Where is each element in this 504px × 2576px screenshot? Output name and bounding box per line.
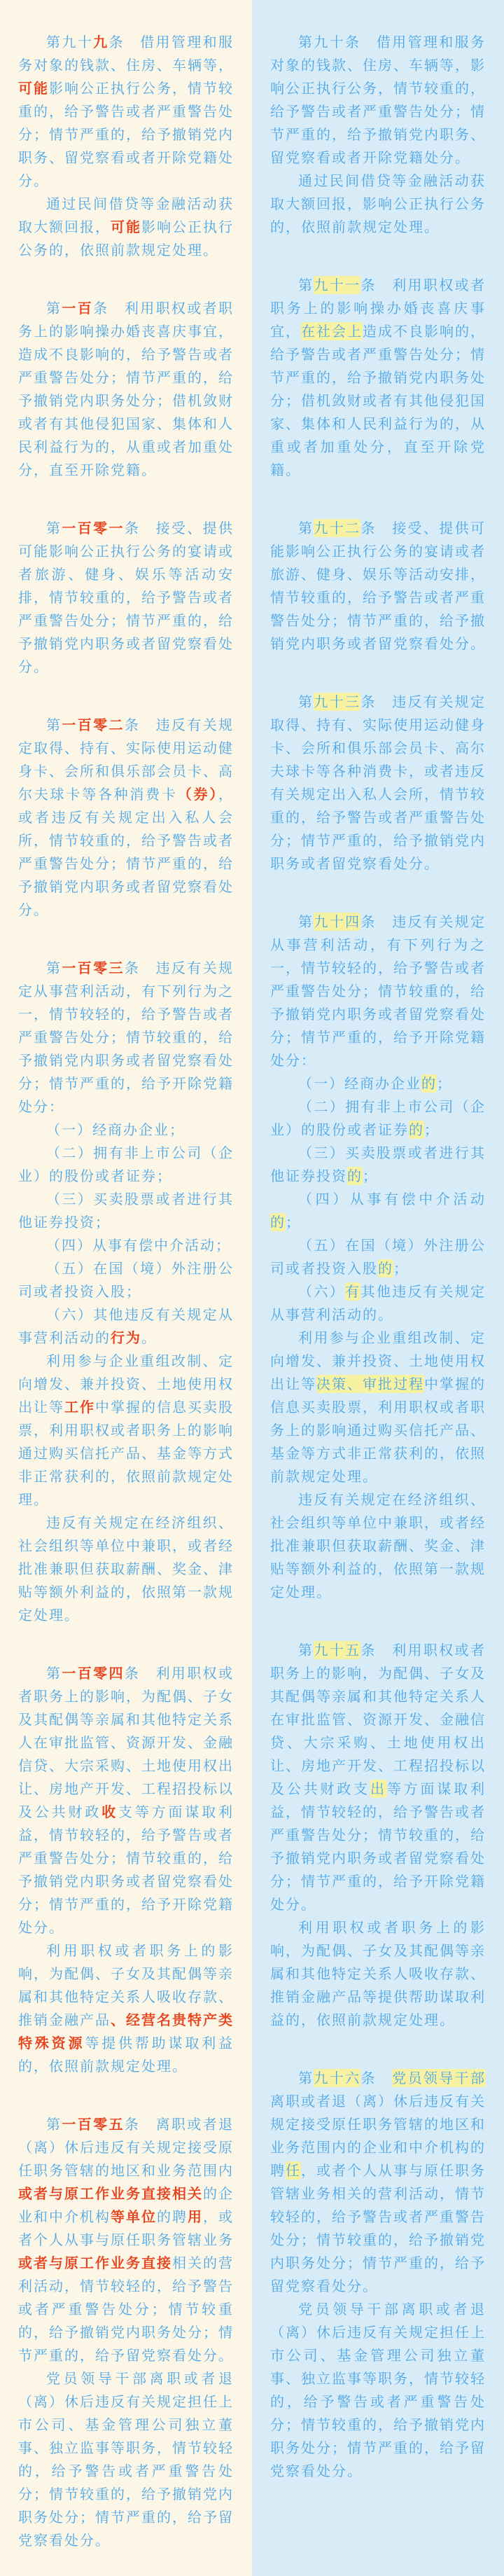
- highlighted-text: 的: [421, 1075, 437, 1092]
- text-segment: ；: [363, 1168, 378, 1184]
- changed-text-red: 工作: [64, 1399, 95, 1415]
- paragraph: [270, 1488, 486, 1604]
- article-91: [270, 274, 486, 482]
- paragraph: [18, 31, 234, 193]
- changed-text-red: 九: [93, 34, 109, 50]
- highlighted-text: 决策、审批过程: [316, 1376, 424, 1392]
- text-segment: （五）在国（境）外注册公司或者投资入股: [270, 1237, 486, 1277]
- paragraph: [270, 274, 486, 482]
- changed-text-red: 行为: [111, 1329, 141, 1346]
- text-segment: 相关的营利活动，情节较轻的，给予警告或者严重警告处分；情节较重的，给予撤销党内职务处分；情节严重的，给予留党察看处分。: [18, 2255, 234, 2364]
- text-segment: 第: [46, 960, 62, 976]
- text-segment: 中掌握的信息买卖股票，利用职权或者职务上的影响通过购买信托产品、基金等方式非正常获利的，依照前款规定处理。: [270, 1376, 486, 1485]
- highlighted-text: 出: [370, 1780, 387, 1797]
- text-segment: 利用参与企业重组改制、定向增发、兼并投资、土地使用权出让等: [18, 1352, 234, 1415]
- highlighted-text: 的: [270, 1214, 286, 1231]
- changed-text-red: 一百: [62, 300, 94, 317]
- text-segment: 利用参与企业重组改制、定向增发、兼并投资、土地使用权出让等: [270, 1329, 486, 1392]
- article-93: [270, 691, 486, 875]
- paragraph: [270, 1188, 486, 1234]
- paragraph: [18, 1303, 234, 1350]
- changed-text-red: 可能: [111, 219, 141, 235]
- article-90: [270, 31, 486, 239]
- highlighted-text: 九十六: [314, 2070, 361, 2086]
- changed-text-red: 一百零三: [62, 960, 125, 976]
- paragraph: [270, 1095, 486, 1142]
- text-segment: （一）经商办企业: [298, 1075, 421, 1092]
- changed-text-red: 或者与原工作业务直接相关: [18, 2185, 203, 2202]
- paragraph: [18, 1662, 234, 1939]
- text-segment: 第: [298, 520, 314, 536]
- text-segment: （三）买卖股票或者进行其他证券投资；: [18, 1191, 234, 1231]
- text-segment: 通过民间借贷等金融活动获取大额回报，影响公正执行公务的，依照前款规定处理。: [270, 172, 486, 235]
- highlighted-text: 的: [347, 1168, 363, 1184]
- text-segment: ；: [393, 1260, 409, 1277]
- text-segment: ，或者个人从事与原任职务管辖业务: [18, 2208, 234, 2248]
- text-segment: 第: [46, 716, 62, 733]
- article-102: [18, 714, 234, 922]
- text-segment: 第: [46, 2116, 62, 2133]
- text-segment: ；: [437, 1075, 452, 1092]
- text-segment: 第: [298, 2070, 314, 2086]
- paragraph: [18, 2113, 234, 2367]
- paragraph: [270, 169, 486, 239]
- paragraph: [270, 517, 486, 656]
- text-segment: 通过民间借贷等金融活动获取大额回报，: [18, 195, 234, 235]
- changed-text-red: 一百零四: [62, 1665, 125, 1682]
- paragraph: [18, 1350, 234, 1511]
- changed-text-red: 等单位: [111, 2208, 157, 2225]
- paragraph: [18, 2367, 234, 2552]
- new-version-column: [252, 0, 504, 2576]
- paragraph: [270, 31, 486, 169]
- article-103: [18, 957, 234, 1627]
- text-segment: （四）从事有偿中介活动；: [46, 1237, 231, 1254]
- paragraph: [18, 1188, 234, 1234]
- text-segment: （四）从事有偿中介活动: [298, 1191, 486, 1207]
- text-segment: 条 利用职权或者职务上的影响，为配偶、子女及其配偶等亲属和其他特定关系人在审批监管、资源开发、金融信贷、大宗采购、土地使用权出让、房地产开发、工程招投标以及公共财政支: [270, 1642, 486, 1797]
- text-segment: 造成不良影响的，给予警告或者严重警告处分；情节严重的，给予撤销党内职务处分；借机敛财或者有其他侵犯国家、集体和人民利益行为的，从重或者加重处分，直至开除党籍。: [270, 323, 486, 478]
- text-segment: 的聘: [157, 2208, 188, 2225]
- text-segment: 影响公正执行公务的，依照前款规定处理。: [18, 219, 234, 258]
- text-segment: 条 接受、提供可能影响公正执行公务的宴请或者旅游、健身、娱乐等活动安排，情节较重的，给予警告或者严重警告处分；情节严重的，给予撤销党内职务或者留党察看处分。: [18, 520, 234, 675]
- text-segment: 条 利用职权或者职务上的影响操办婚丧喜庆事宜，: [270, 277, 486, 340]
- changed-text-red: 或者与原工作业务直接: [18, 2255, 172, 2271]
- text-segment: 党员领导干部离职或者退（离）休后违反有关规定担任上市公司、基金管理公司独立董事、独立监事等职务，情节较轻的，给予警告或者严重警告处分；情节较重的，给予撤销党内职务处分；情节严重的，给予留党察看处分。: [270, 2301, 486, 2479]
- text-segment: 条 违反有关规定取得、持有、实际使用运动健身卡、会所和俱乐部会员卡、高尔夫球卡等各种消费卡，或者违反有关规定出入私人会所，情节较重的，给予警告或者严重警告处分；情节严重的，给予撤销党内职务或者留党察看处分。: [270, 693, 486, 872]
- paragraph: [18, 1939, 234, 2078]
- text-segment: 条 利用职权或者职务上的影响操办婚丧喜庆事宜，造成不良影响的，给予警告或者严重警告处分；情节严重的，给予撤销党内职务处分；借机敛财或者有其他侵犯国家、集体和人民利益行为的，从重或者加重处分，直至开除党籍。: [18, 300, 234, 478]
- paragraph: [270, 1327, 486, 1488]
- text-segment: 等提供帮助谋取利益的，依照前款规定处理。: [18, 2035, 234, 2075]
- paragraph: [270, 1639, 486, 1916]
- paragraph: [270, 1072, 486, 1095]
- text-segment: （五）在国（境）外注册公司或者投资入股；: [18, 1260, 234, 1300]
- text-segment: 条 违反有关规定从事营利活动，有下列行为之一，情节较轻的，给予警告或者严重警告处分；情节较重的，给予撤销党内职务或者留党察看处分；情节严重的，给予开除党籍处分：: [270, 913, 486, 1069]
- paragraph: [270, 1234, 486, 1280]
- text-segment: （二）拥有非上市公司（企业）的股份或者证券；: [18, 1144, 234, 1184]
- text-segment: 第: [46, 1665, 62, 1682]
- text-segment: 影响公正执行公务，情节较重的，给予警告或者严重警告处分；情节严重的，给予撤销党内职务、留党察看或者开除党籍处分。: [18, 80, 234, 189]
- paragraph: [18, 517, 234, 679]
- text-segment: 的企业和中介机构: [18, 2185, 234, 2225]
- text-segment: 中掌握的信息买卖股票，利用职权或者职务上的影响通过购买信托产品、基金等方式非正常获利的，依照前款规定处理。: [18, 1399, 234, 1508]
- text-segment: 利用职权或者职务上的影响，为配偶、子女及其配偶等亲属和其他特定关系人吸收存款、推销金融产品: [18, 1942, 234, 2028]
- text-segment: 离职或者退（离）休后违反有关规定接受原任职务管辖的地区和业务范围内的企业和中介机构的聘: [270, 2093, 486, 2179]
- changed-text-red: 一百零一: [62, 520, 125, 536]
- text-segment: ，或者个人从事与原任职务管辖业务相关的营利活动，情节较轻的，给予警告或者严重警告处分；情节较重的，给予撤销党内职务处分；情节严重的，给予留党察看处分。: [270, 2162, 486, 2294]
- changed-text-red: 收: [102, 1803, 119, 1820]
- text-segment: （二）拥有非上市公司（企业）的股份或者证券: [270, 1098, 486, 1138]
- text-segment: 条 借用管理和服务对象的钱款、住房、车辆等，: [18, 34, 234, 74]
- highlighted-text: 九十五: [314, 1642, 361, 1659]
- highlighted-text: 九十一: [314, 277, 361, 293]
- changed-text-red: 用: [188, 2208, 203, 2225]
- paragraph: [270, 691, 486, 875]
- highlighted-text: 任: [286, 2162, 301, 2179]
- paragraph: [270, 2067, 486, 2298]
- paragraph: [270, 1280, 486, 1327]
- highlighted-text: 九十四: [314, 913, 361, 930]
- paragraph: [270, 1142, 486, 1188]
- paragraph: [18, 297, 234, 482]
- text-segment: 第: [298, 1642, 314, 1659]
- text-segment: 等方面谋取利益，情节较轻的，给予警告或者严重警告处分；情节较重的，给予撤销党内职务或者留党察看处分；情节严重的，给予开除党籍处分。: [270, 1780, 486, 1913]
- text-segment: （三）买卖股票或者进行其他证券投资: [270, 1144, 486, 1184]
- text-segment: 第: [46, 300, 62, 317]
- paragraph: [18, 1511, 234, 1627]
- text-segment: 违反有关规定在经济组织、社会组织等单位中兼职，或者经批准兼职但获取薪酬、奖金、津贴等额外利益的，依照第一款规定处理。: [270, 1491, 486, 1600]
- changed-text-red: 、经营名贵特产类特殊资源: [18, 2011, 234, 2051]
- text-segment: 。: [141, 1329, 157, 1346]
- highlighted-text: 九十二: [314, 520, 361, 536]
- highlighted-text: 九十三: [314, 693, 361, 710]
- article-100: [18, 297, 234, 482]
- text-segment: ，或者违反有关规定出入私人会所，情节较重的，给予警告或者严重警告处分；情节严重的，给予撤销党内职务或者留党察看处分。: [18, 786, 234, 918]
- paragraph: [18, 714, 234, 922]
- text-segment: 党员领导干部离职或者退（离）休后违反有关规定担任上市公司、基金管理公司独立董事、独立监事等职务，情节较轻的，给予警告或者严重警告处分；情节较重的，给予撤销党内职务处分；情节严重的，给予留党察看处分。: [18, 2370, 234, 2549]
- highlighted-text: 的: [378, 1260, 393, 1277]
- text-segment: 条 接受、提供可能影响公正执行公务的宴请或者旅游、健身、娱乐等活动安排，情节较重的，给予警告或者严重警告处分；情节严重的，给予撤销党内职务或者留党察看处分。: [270, 520, 486, 652]
- text-segment: （一）经商办企业；: [46, 1121, 185, 1138]
- highlighted-text: 有: [345, 1283, 361, 1300]
- changed-text-red: 一百零五: [62, 2116, 125, 2133]
- text-segment: 条 利用职权或者职务上的影响，为配偶、子女及其配偶等亲属和其他特定关系人在审批监管、资源开发、金融信贷、大宗采购、土地使用权出让、房地产开发、工程招投标以及公共财政: [18, 1665, 234, 1820]
- text-segment: 第九十: [46, 34, 94, 50]
- text-segment: 利用职权或者职务上的影响，为配偶、子女及其配偶等亲属和其他特定关系人吸收存款、推销金融产品等提供帮助谋取利益的，依照前款规定处理。: [270, 1919, 486, 2028]
- text-segment: 第九十条 借用管理和服务对象的钱款、住房、车辆等，影响公正执行公务，情节较重的，给予警告或者严重警告处分；情节严重的，给予撤销党内职务、留党察看或者开除党籍处分。: [270, 34, 486, 166]
- text-segment: （六）: [298, 1283, 346, 1300]
- text-segment: 第: [298, 913, 314, 930]
- paragraph: [18, 1234, 234, 1257]
- text-segment: 第: [298, 277, 314, 293]
- changed-text-red: （券）: [177, 786, 219, 803]
- text-segment: 条: [360, 2070, 393, 2086]
- text-segment: 条 违反有关规定从事营利活动，有下列行为之一，情节较轻的，给予警告或者严重警告处分；情节较重的，给予撤销党内职务或者留党察看处分；情节严重的，给予开除党籍处分：: [18, 960, 234, 1115]
- highlighted-text: 的: [409, 1121, 424, 1138]
- article-96: [270, 2067, 486, 2483]
- article-105: [18, 2113, 234, 2552]
- paragraph: [18, 1142, 234, 1188]
- paragraph: [270, 910, 486, 1072]
- highlighted-text: 党员领导干部: [392, 2070, 486, 2086]
- article-104: [18, 1662, 234, 2078]
- article-92: [270, 517, 486, 656]
- paragraph: [18, 1119, 234, 1142]
- text-segment: 第: [46, 520, 62, 536]
- paragraph: [18, 957, 234, 1119]
- text-segment: ；: [424, 1121, 440, 1138]
- text-segment: 违反有关规定在经济组织、社会组织等单位中兼职，或者经批准兼职但获取薪酬、奖金、津贴等额外利益的，依照第一款规定处理。: [18, 1514, 234, 1623]
- text-segment: ；: [286, 1214, 301, 1231]
- text-segment: 条 离职或者退（离）休后违反有关规定接受原任职务管辖的地区和业务范围内: [18, 2116, 234, 2179]
- paragraph: [18, 193, 234, 262]
- changed-text-red: 一百零二: [62, 716, 125, 733]
- text-segment: 条 违反有关规定取得、持有、实际使用运动健身卡、会所和俱乐部会员卡、高尔夫球卡等各种消费卡: [18, 716, 234, 803]
- article-101: [18, 517, 234, 679]
- paragraph: [18, 1257, 234, 1303]
- article-95: [270, 1639, 486, 2032]
- text-segment: 支等方面谋取利益，情节较轻的，给予警告或者严重警告处分；情节较重的，给予撤销党内职务或者留党察看处分；情节严重的，给予开除党籍处分。: [18, 1803, 234, 1936]
- text-segment: 其他违反有关规定从事营利活动的。: [270, 1283, 486, 1323]
- article-94: [270, 910, 486, 1604]
- article-99: [18, 31, 234, 262]
- highlighted-text: 在社会上: [301, 323, 363, 340]
- paragraph: [270, 1916, 486, 2032]
- text-segment: 第: [298, 693, 314, 710]
- changed-text-red: 可能: [18, 80, 49, 97]
- text-segment: （六）其他违反有关规定从事营利活动的: [18, 1306, 234, 1346]
- paragraph: [270, 2298, 486, 2483]
